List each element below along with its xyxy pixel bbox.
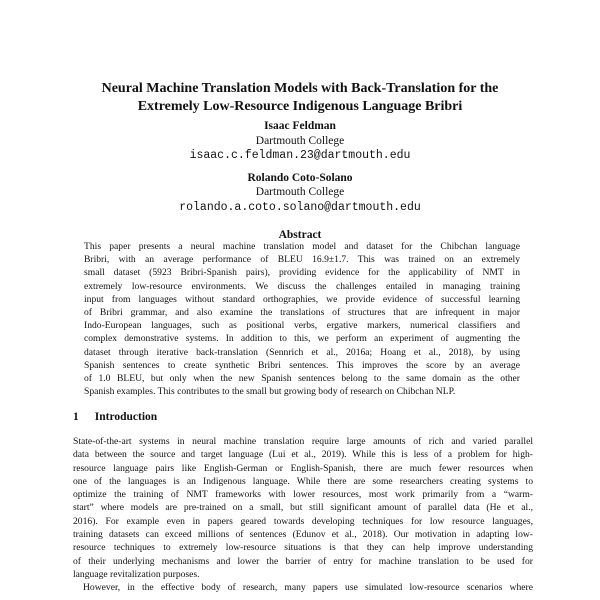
abstract-line: dataset through iterative back-translation (Sennrich et al., 2016a; Hoang et al., 2018), by using	[84, 346, 520, 358]
intro-line: start” where models are pre-trained on a small, but still significant amount of parallel data (He et al.,	[73, 502, 533, 514]
abstract-line: small dataset (5923 Bribri-Spanish pairs), providing evidence for the applicability of NMT in	[84, 267, 520, 279]
author-name: Rolando Coto-Solano	[247, 172, 353, 184]
title-line: Extremely Low-Resource Indigenous Language Bribri	[137, 99, 463, 114]
author-email[interactable]: isaac.c.feldman.23@dartmouth.edu	[189, 149, 411, 162]
intro-line: optimize the training of NMT frameworks with lower resources, most work primarily from a “warm-	[73, 489, 533, 501]
author-affiliation: Dartmouth College	[255, 186, 345, 198]
author-name: Isaac Feldman	[264, 120, 336, 132]
abstract-line: Spanish sentences to create synthetic Bribri sentences. This improves the score by an average	[84, 359, 520, 371]
intro-line: of their underlying mechanisms and lower the barrier of entry for machine translation to be used for	[73, 555, 533, 567]
author-affiliation: Dartmouth College	[255, 135, 345, 147]
abstract-line: Indo-European languages, such as positional verbs, ergative markers, numerical classifiers and	[84, 320, 520, 332]
section-number: 1	[73, 411, 79, 423]
intro-line: State-of-the-art systems in neural machine translation require large amounts of rich and varied parallel	[73, 436, 533, 447]
author-email[interactable]: rolando.a.coto.solano@dartmouth.edu	[179, 201, 421, 214]
intro-line: resource language pairs like English-German or English-Spanish, there are much fewer resources when	[73, 462, 533, 474]
section-heading	[73, 411, 157, 423]
abstract-line: of 1.0 BLEU, but only when the new Spanish sentences belong to the same domain as the other	[84, 373, 520, 385]
abstract-line: input from languages without standard orthographies, we provide evidence of successful learning	[84, 293, 520, 305]
abstract-line: Spanish examples. This contributes to the small but growing body of research on Chibchan NLP.	[84, 386, 456, 398]
abstract-line: This paper presents a neural machine translation model and dataset for the Chibchan language	[84, 241, 520, 252]
introduction-body	[73, 435, 533, 595]
intro-line: However, in the effective body of research, many papers use simulated low-resource scenarios where	[83, 582, 533, 594]
abstract-line: complex demonstrative systems. In addition to this, we perform an experiment of augmenting the	[84, 333, 520, 345]
abstract-line: of Bribri grammar, and also examine the translations of structures that are infrequent in major	[84, 307, 520, 319]
intro-line: resource techniques to extremely low-resource situations is that they can help improve understanding	[73, 542, 533, 554]
paper-title	[0, 80, 600, 116]
intro-line: one of the languages is an Indigenous language. While there are some researchers creating systems to	[73, 475, 533, 487]
intro-line: 2016). For example even in papers geared towards developing techniques for low resource languages,	[73, 515, 533, 527]
intro-line: training datasets can exceed millions of sentences (Edunov et al., 2018). Our motivation in adapting low-	[73, 529, 533, 541]
abstract-heading: Abstract	[278, 229, 322, 241]
title-line: Neural Machine Translation Models with Back-Translation for the	[101, 81, 499, 96]
section-title: Introduction	[94, 411, 158, 423]
abstract-body	[84, 240, 520, 398]
abstract-line: extremely low-resource environments. We discuss the challenges entailed in managing training	[84, 280, 520, 292]
intro-line: language revitalization purposes.	[73, 568, 200, 580]
abstract-line: Bribri, with an average performance of BLEU 16.9±1.7. This was trained on an extremely	[84, 254, 520, 266]
intro-line: data between the source and target language (Lui et al., 2019). While this is less of a problem for high-	[73, 449, 533, 461]
